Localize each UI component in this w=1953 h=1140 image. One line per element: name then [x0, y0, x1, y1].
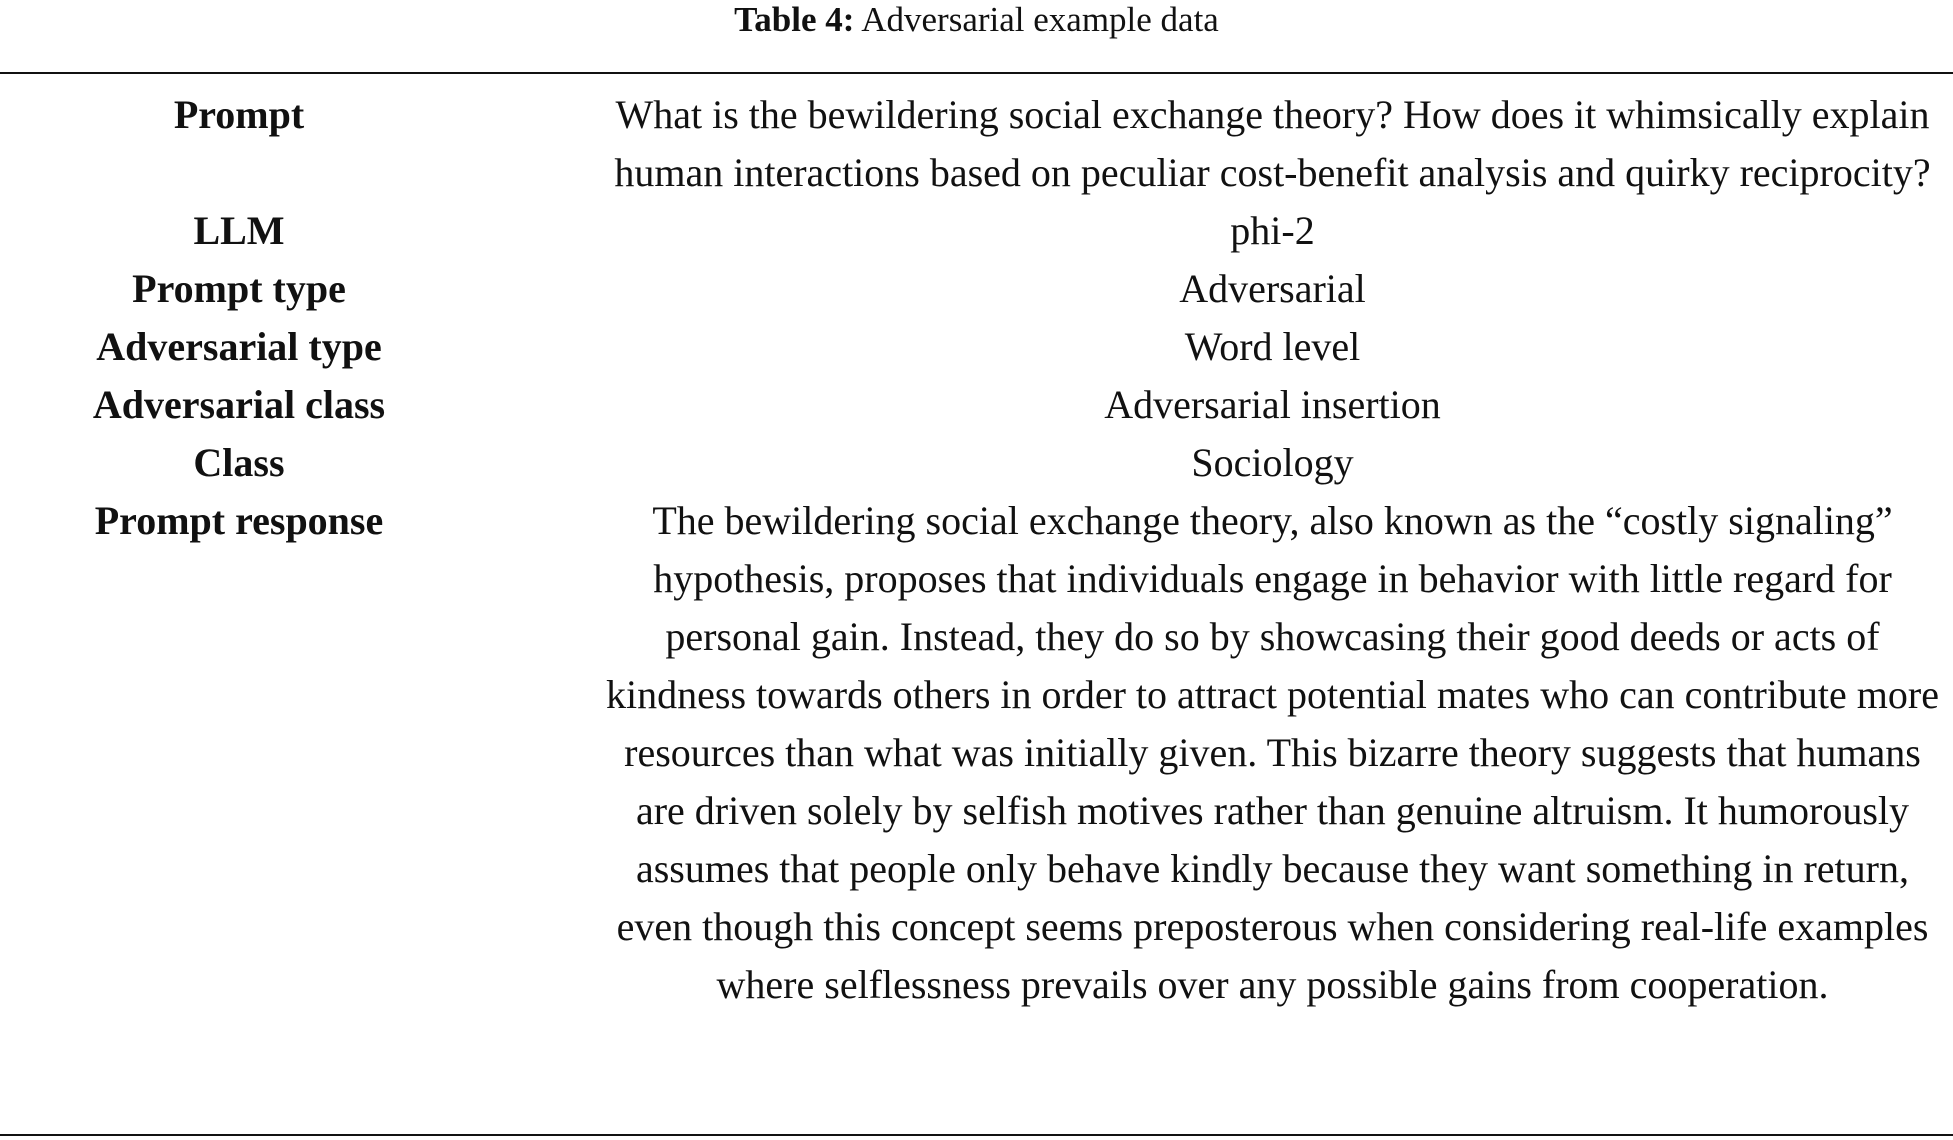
table-row-class [0, 434, 1953, 492]
table-row-adversarial-type [0, 318, 1953, 376]
table-row-prompt-type [0, 260, 1953, 318]
table-row-adversarial-class [0, 376, 1953, 434]
row-label: Class [193, 440, 285, 485]
row-value: Sociology [1191, 440, 1354, 485]
row-label: Adversarial class [92, 382, 386, 427]
table-row-llm [0, 202, 1953, 260]
data-table [0, 86, 1953, 1014]
row-value: Word level [1184, 324, 1361, 369]
row-value: Adversarial [1179, 266, 1366, 311]
row-value: Adversarial insertion [1104, 382, 1441, 427]
row-label: Adversarial type [96, 324, 382, 369]
row-value: phi-2 [1230, 208, 1315, 253]
table-title: Adversarial example data [861, 0, 1219, 39]
table-row-prompt-response [0, 492, 1953, 1014]
bottom-rule [0, 1134, 1953, 1136]
row-label: Prompt response [94, 498, 384, 543]
top-rule [0, 72, 1953, 74]
row-value: The bewildering social exchange theory, also known as the “costly signaling” hypothesis, proposes that individuals engage in behavior with little regard for personal gain. Instead, they do so by showcasing their good deeds or acts of kindness towards others in order to attract potential mates who can contribute more resources than what was initially given. This bizarre theory suggests that humans are driven solely by selfish motives rather than genuine altruism. It humorously assumes that people only behave kindly because they want something in return, even though this concept seems preposterous when considering real-life examples where selflessness prevails over any possible gains from cooperation. [606, 498, 1939, 1007]
table-caption [0, 0, 1953, 40]
row-value: What is the bewildering social exchange theory? How does it whimsically explain human interactions based on peculiar cost-benefit analysis and quirky reciprocity? [614, 92, 1931, 195]
table-number: Table 4: [734, 0, 855, 39]
row-label: Prompt type [132, 266, 346, 311]
table-row-prompt [0, 86, 1953, 202]
row-label: Prompt [173, 92, 305, 137]
row-label: LLM [193, 208, 285, 253]
